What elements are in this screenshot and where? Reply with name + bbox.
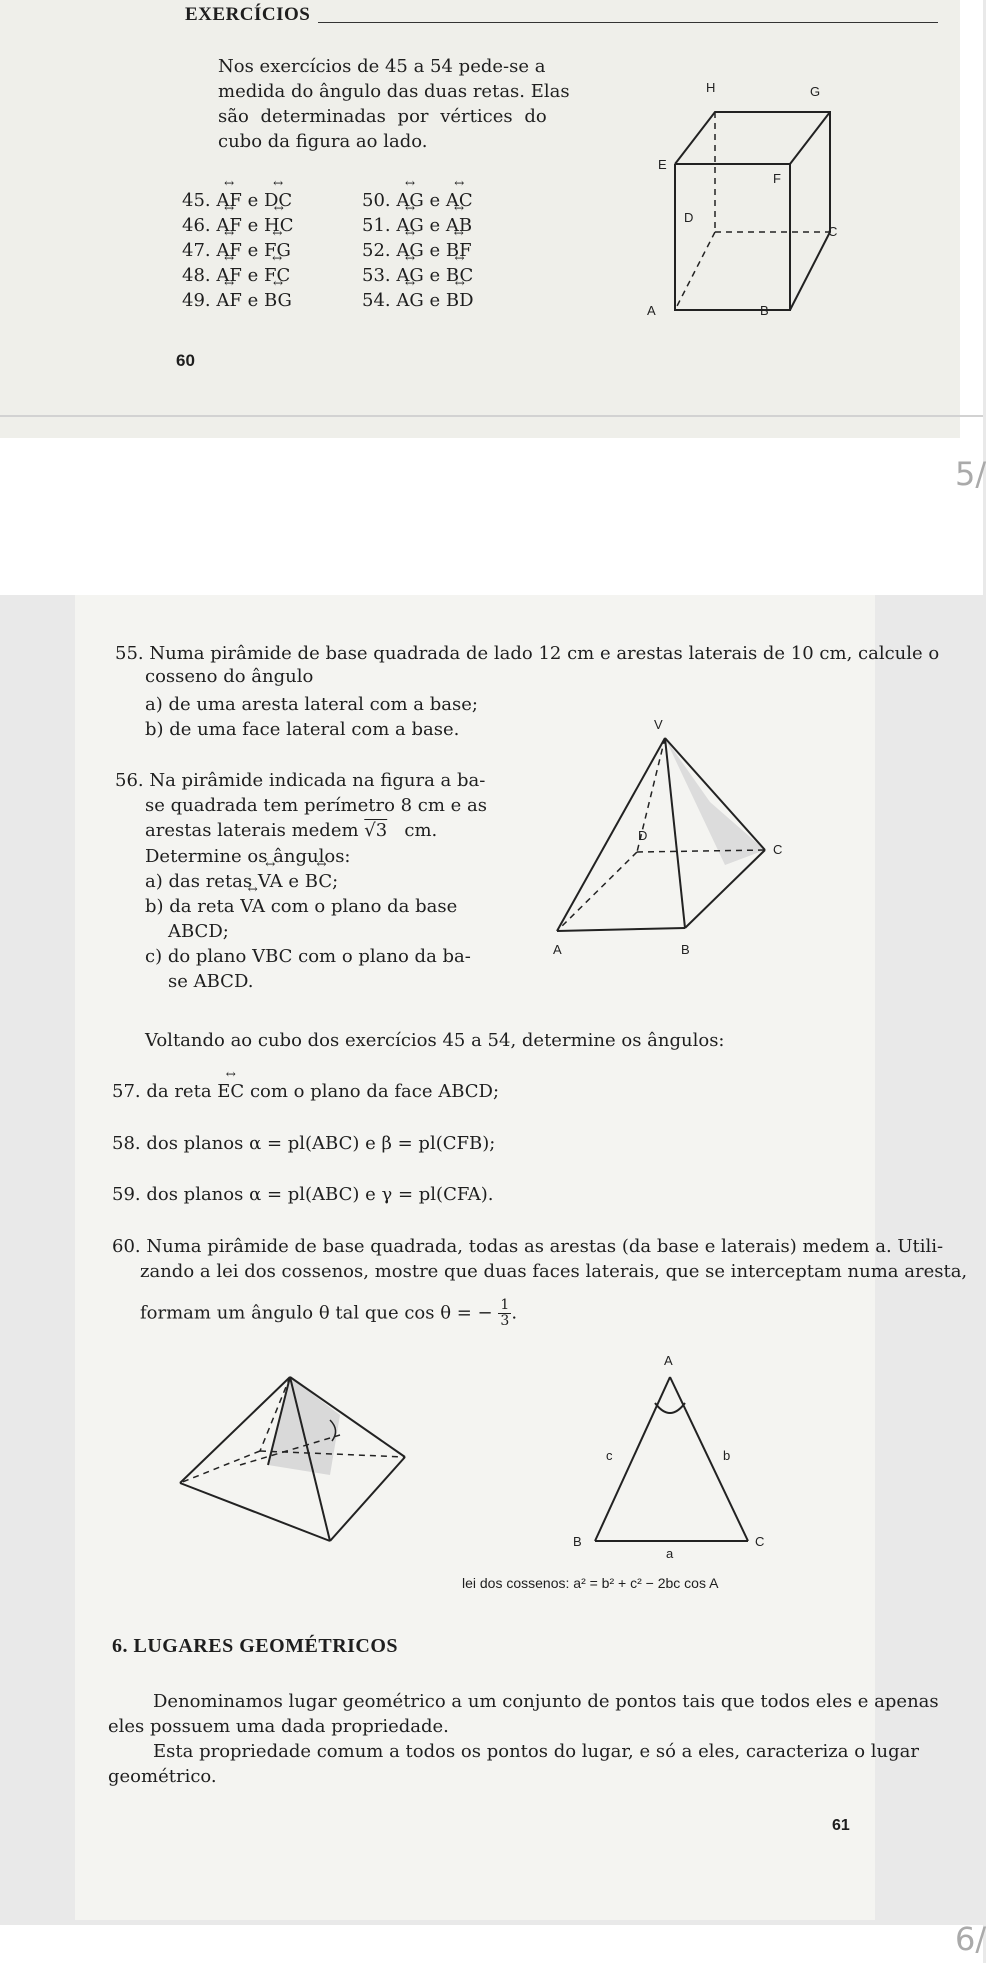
paragraph-1-line-1: Denominamos lugar geométrico a um conjunto de pontos tais que todos eles e apenas [153,1691,939,1712]
cube-label-b: B [760,303,769,318]
pyramid-label-a: A [553,942,562,957]
paragraph-1-line-2: eles possuem uma dada propriedade. [108,1716,449,1737]
intro-line-2: medida do ângulo das duas retas. Elas [218,81,570,102]
exercise-53: 53. ↔ AG e ↔ BC [362,265,473,287]
exercise-57: 57. da reta ↔ EC com o plano da face ABCD; [112,1081,499,1103]
cube-label-h: H [706,80,716,95]
page-number-60: 60 [176,351,195,370]
triangle-label-a-vertex: A [664,1353,673,1368]
exercise-58: 58. dos planos α = pl(ABC) e β = pl(CFB); [112,1133,496,1154]
exercise-60-line-1: 60. Numa pirâmide de base quadrada, todas as arestas (da base e laterais) medem a. Utili- [112,1236,944,1257]
exercise-46: 46. ↔ AF e ↔ HC [182,215,293,237]
exercise-48: 48. ↔ AF e ↔ FC [182,265,290,287]
page-divider [0,415,983,417]
exercise-47: 47. ↔ AF e ↔ FG [182,240,291,262]
triangle-label-b-vertex: B [573,1534,582,1549]
exercise-52: 52. ↔ AG e ↔ BF [362,240,472,262]
exercise-49: 49. ↔ AF e ↔ BG [182,290,292,312]
intro-line-3: são determinadas por vértices do [218,106,547,127]
exercise-60-line-2: zando a lei dos cossenos, mostre que duas faces laterais, que se interceptam numa aresta, [140,1261,968,1282]
ex56-item-b-cont: ABCD; [168,921,229,942]
intro-line-4: cubo da figura ao lado. [218,131,428,152]
cube-label-f: F [773,171,781,186]
triangle-label-c-side: c [606,1448,613,1463]
pyramid-label-d: D [638,828,648,843]
cube-label-e: E [658,157,667,172]
voltando-text: Voltando ao cubo dos exercícios 45 a 54, determine os ângulos: [145,1030,725,1051]
cube-label-g: G [810,84,821,99]
paragraph-2-line-2: geométrico. [108,1766,217,1787]
ex55-line-2: cosseno do ângulo [145,666,314,687]
ex56-line-3: arestas laterais medem √3 cm. [145,820,438,841]
page-gap-2 [0,505,983,595]
paragraph-2-line-1: Esta propriedade comum a todos os pontos do lugar, e só a eles, caracteriza o lugar [153,1741,920,1762]
triangle-label-b-side: b [723,1448,731,1463]
ex56-item-c-2: se ABCD. [168,971,254,992]
pyramid-ex60-figure [180,1365,420,1550]
ex56-item-c-1: c) do plano VBC com o plano da ba- [145,946,471,967]
cube-figure [640,70,860,330]
ex55-line-1: 55. Numa pirâmide de base quadrada de lado 12 cm e arestas laterais de 10 cm, calcule o [115,643,940,664]
cube-label-c: C [828,224,838,239]
ex55-item-b: b) de uma face lateral com a base. [145,719,460,740]
header-rule [318,22,938,23]
page-gap-bottom [0,1925,983,1963]
page-number-61: 61 [832,1817,850,1834]
ex56-line-2: se quadrada tem perímetro 8 cm e as [145,795,488,816]
viewer-page-indicator-5: 5/ [955,455,986,493]
cube-label-d: D [684,210,694,225]
intro-line-1: Nos exercícios de 45 a 54 pede-se a [218,56,546,77]
section-title: 6. LUGARES GEOMÉTRICOS [112,1635,399,1657]
triangle-label-c-vertex: C [755,1534,765,1549]
exercise-45: 45. ↔ AF e ↔ DC [182,190,292,212]
pyramid-label-v: V [654,717,663,732]
ex56-item-b: b) da reta ↔ VA com o plano da base [145,896,457,918]
law-of-cosines: lei dos cossenos: a² = b² + c² − 2bc cos A [462,1575,719,1591]
pyramid-label-b: B [681,942,690,957]
ex56-line-4: Determine os ângulos: [145,846,351,867]
triangle-figure [560,1345,790,1560]
pyramid-figure [545,715,795,965]
exercise-51: 51. ↔ AG e ↔ AB [362,215,472,237]
ex56-line-1: 56. Na pirâmide indicada na figura a ba- [115,770,486,791]
pyramid-label-c: C [773,842,783,857]
section-header: EXERCÍCIOS [185,4,311,25]
cube-label-a: A [647,303,656,318]
exercise-60-line-3: formam um ângulo θ tal que cos θ = − $\frac{1}{3}$ . [140,1297,518,1329]
exercise-59: 59. dos planos α = pl(ABC) e γ = pl(CFA). [112,1184,494,1205]
viewer-page-indicator-6: 6/ [955,1920,986,1958]
exercise-54: 54. ↔ AG e ↔ BD [362,290,474,312]
fraction-one-third: $\frac{1}{3}$ [500,1297,510,1329]
ex56-item-a: a) das retas ↔ VA e ↔ BC; [145,871,338,893]
exercise-50: 50. ↔ AG e ↔ AC [362,190,473,212]
ex55-item-a: a) de uma aresta lateral com a base; [145,694,478,715]
triangle-label-a-side: a [666,1546,674,1561]
